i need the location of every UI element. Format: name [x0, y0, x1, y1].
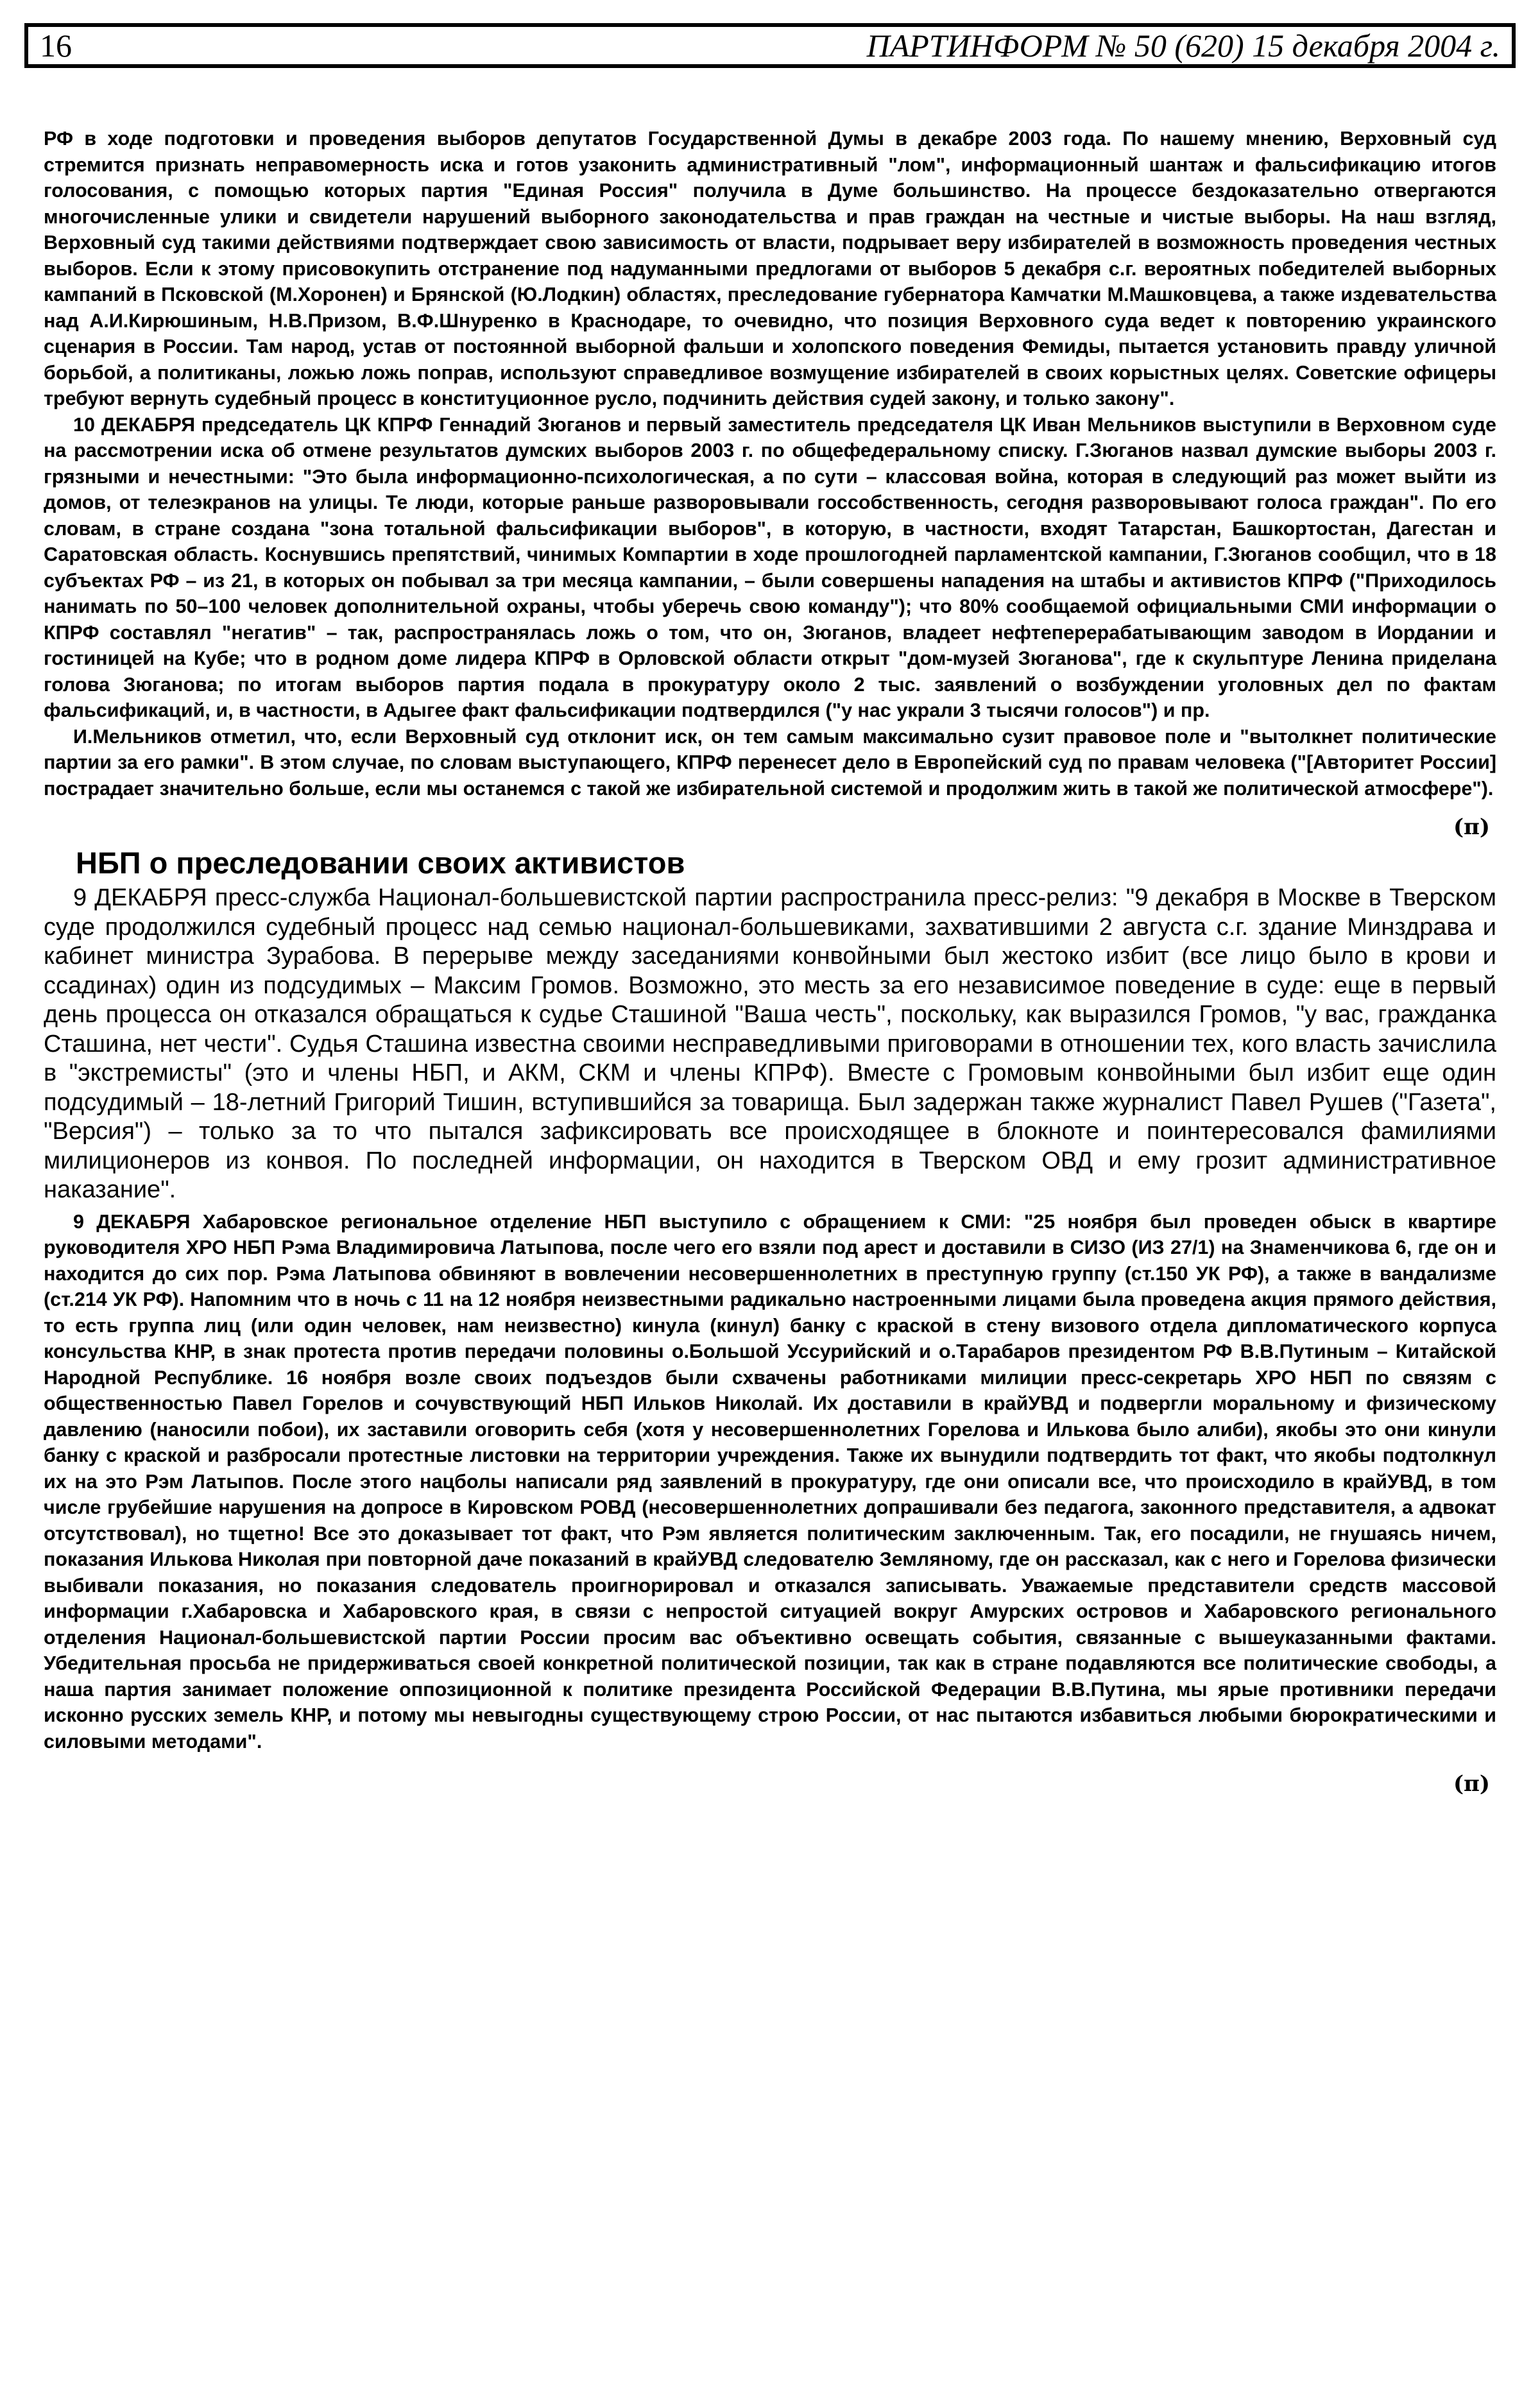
article2-paragraph1: 9 ДЕКАБРЯ пресс-служба Национал-большевистской партии распространила пресс-релиз: "9 декабря в Москве в Тверском суде продолжился судебный процесс над семью национал-большевиками, захватившими 2 августа с.г. здание Минздрава и кабинет министра Зурабова. В перерыве между заседаниями конвойными был жестоко избит (все лицо было в крови и ссадинах) один из подсудимых – Максим Громов. Возможно, это месть за его независимое поведение в суде: еще в первый день процесса он отказался обращаться к судье Сташиной "Ваша честь", поскольку, как выразился Громов, "у вас, гражданка Сташина, нет чести". Судья Сташина известна своими несправедливыми приговорами в отношении тех, кого власть зачислила в "экстремисты" (это и члены НБП, и АКМ, СКМ и члены КПРФ). Вместе с Громовым конвойными был избит еще один подсудимый – 18-летний Григорий Тишин, вступившийся за товарища. Был задержан также журналист Павел Рушев ("Газета", "Версия") – только за то что пытался зафиксировать все происходящее в блокноте и поинтересовался фамилиями милиционеров из конвоя. По последней информации, он находится в Тверском ОВД и ему грозит административное наказание".	[44, 884, 1496, 1203]
article1-paragraph2: 10 ДЕКАБРЯ председатель ЦК КПРФ Геннадий Зюганов и первый заместитель председателя ЦК Иван Мельников выступили в Верховном суде на рассмотрении иска об отмене результатов думских выборов 2003 г. по общефедеральному списку. Г.Зюганов назвал думские выборы 2003 г. грязными и нечестными: "Это была информационно-психологическая, а по сути – классовая война, которая в следующий раз может выйти из домов, от телеэкранов на улицы. Те люди, которые раньше разворовывали госсобственность, сегодня разворовывают голоса граждан". По его словам, в стране создана "зона тотальной фальсификации выборов", в которую, в частности, входят Татарстан, Башкортостан, Дагестан и Саратовская область. Коснувшись препятствий, чинимых Компартии в ходе прошлогодней парламентской кампании, Г.Зюганов сообщил, что в 18 субъектах РФ – из 21, в которых он побывал за три месяца кампании, – были совершены нападения на штабы и активистов КПРФ ("Приходилось нанимать по 50–100 человек дополнительной охраны, чтобы уберечь свою команду"); что 80% сообщаемой официальными СМИ информации о КПРФ составлял "негатив" – так, распространялась ложь о том, что он, Зюганов, владеет нефтеперерабатывающим заводом в Иордании и гостиницей на Кубе; что в родном доме лидера КПРФ в Орловской области открыт "дом-музей Зюганова", где к скульптуре Ленина приделана голова Зюганова; по итогам выборов партия подала в прокуратуру около 2 тыс. заявлений о возбуждении уголовных дел по фактам фальсификаций, и, в частности, в Адыгее факт фальсификации подтвердился ("у нас украли 3 тысячи голосов") и пр.	[44, 413, 1496, 721]
article2-signature: (π)	[1453, 1771, 1490, 1797]
article1-paragraph1: РФ в ходе подготовки и проведения выборов депутатов Государственной Думы в декабре 2003 года. По нашему мнению, Верховный суд стремится признать неправомерность иска и готов узаконить административный "лом", информационный шантаж и фальсификацию итогов голосования, с помощью которых партия "Единая Россия" получила в Думе большинство. На процессе бездоказательно отвергаются многочисленные улики и свидетели нарушений выборного законодательства и прав граждан на честные и чистые выборы. На наш взгляд, Верховный суд такими действиями подтверждает свою зависимость от власти, подрывает веру избирателей в возможность проведения честных выборов. Если к этому присовокупить отстранение под надуманными предлогами от выборов 5 декабря с.г. вероятных победителей выборных кампаний в Псковской (М.Хоронен) и Брянской (Ю.Лодкин) областях, преследование губернатора Камчатки М.Машковцева, а также издевательства над А.И.Кирюшиным, Н.В.Призом, В.Ф.Шнуренко в Краснодаре, то очевидно, что позиция Верховного суда ведет к повторению украинского сценария в России. Там народ, устав от постоянной выборной фальши и холопского поведения Фемиды, пытается установить правду уличной борьбой, а политиканы, ложью ложь поправ, используют справедливое возмущение избирателей в своих корыстных целях. Советские офицеры требуют вернуть судебный процесс в конституционное русло, подчинить действия судей закону, и только закону".	[44, 128, 1496, 409]
page-number: 16	[40, 28, 72, 64]
article1-signature: (π)	[1453, 814, 1490, 840]
article1-paragraph3: И.Мельников отметил, что, если Верховный суд отклонит иск, он тем самым максимально сузит правовое поле и "вытолкнет политические партии за его рамки". В этом случае, по словам выступающего, КПРФ перенесет дело в Европейский суд по правам человека ("[Авторитет России] пострадает значительно больше, если мы останемся с такой же избирательной системой и продолжим жить в такой же политической атмосфере").	[44, 725, 1496, 800]
newspaper-page	[24, 23, 1516, 68]
issue-title: ПАРТИНФОРМ № 50 (620) 15 декабря 2004 г.	[866, 28, 1500, 64]
article-content	[44, 126, 1496, 1797]
article2-title: НБП о преследовании своих активистов	[76, 846, 685, 880]
article2-paragraph2: 9 ДЕКАБРЯ Хабаровское региональное отделение НБП выступило с обращением к СМИ: "25 ноября был проведен обыск в квартире руководителя ХРО НБП Рэма Владимировича Латыпова, после чего его взяли под арест и доставили в СИЗО (ИЗ 27/1) на Знаменчикова 6, где он и находится до сих пор. Рэма Латыпова обвиняют в вовлечении несовершеннолетних в преступную группу (ст.150 УК РФ), а также в вандализме (ст.214 УК РФ). Напомним что в ночь с 11 на 12 ноября неизвестными радикально настроенными лицами была проведена акция прямого действия, то есть группа лиц (или один человек, нам неизвестно) кинула (кинул) банку с краской в стену визового отдела дипломатического корпуса консульства КНР, в знак протеста против передачи половины о.Большой Уссурийский и о.Тарабаров президентом РФ В.В.Путиным – Китайской Народной Республике. 16 ноября возле своих подъездов были схвачены работниками милиции пресс-секретарь ХРО НБП по связям с общественностью Павел Горелов и сочувствующий НБП Ильков Николай. Их доставили в крайУВД и подвергли моральному и физическому давлению (наносили побои), их заставили оговорить себя (хотя у несовершеннолетних Горелова и Илькова было алиби), якобы это они кинули банку с краской и разбросали протестные листовки на территории учреждения. Также их вынудили подтвердить тот факт, что якобы подтолкнул их на это Рэм Латыпов. После этого нацболы написали ряд заявлений в прокуратуру, где они описали все, что происходило в крайУВД, в том числе грубейшие нарушения на допросе в Кировском РОВД (несовершеннолетних допрашивали без педагога, законного представителя, а адвокат отсутствовал), но тщетно! Все это доказывает тот факт, что Рэм является политическим заключенным. Так, его посадили, не гнушаясь ничем, показания Илькова Николая при повторной даче показаний в крайУВД следователю Земляному, где он рассказал, как с него и Горелова физически выбивали показания, но показания следователь проигнорировал и отказался записывать. Уважаемые представители средств массовой информации г.Хабаровска и Хабаровского края, в связи с непростой ситуацией вокруг Амурских островов и Хабаровского регионального отделения Национал-большевистской партии России просим вас объективно освещать события, связанные с вышеуказанными фактами. Убедительная просьба не придерживаться своей конкретной политической позиции, так как в стране подавляются все политические свободы, а наша партия занимает положение оппозиционной к политике президента Российской Федерации В.В.Путина, мы ярые противники передачи исконно русских земель КНР, и потому мы невыгодны существующему строю России, от нас пытаются избавиться любыми бюрократическими и силовыми методами".	[44, 1210, 1496, 1752]
page-header	[24, 23, 1516, 68]
